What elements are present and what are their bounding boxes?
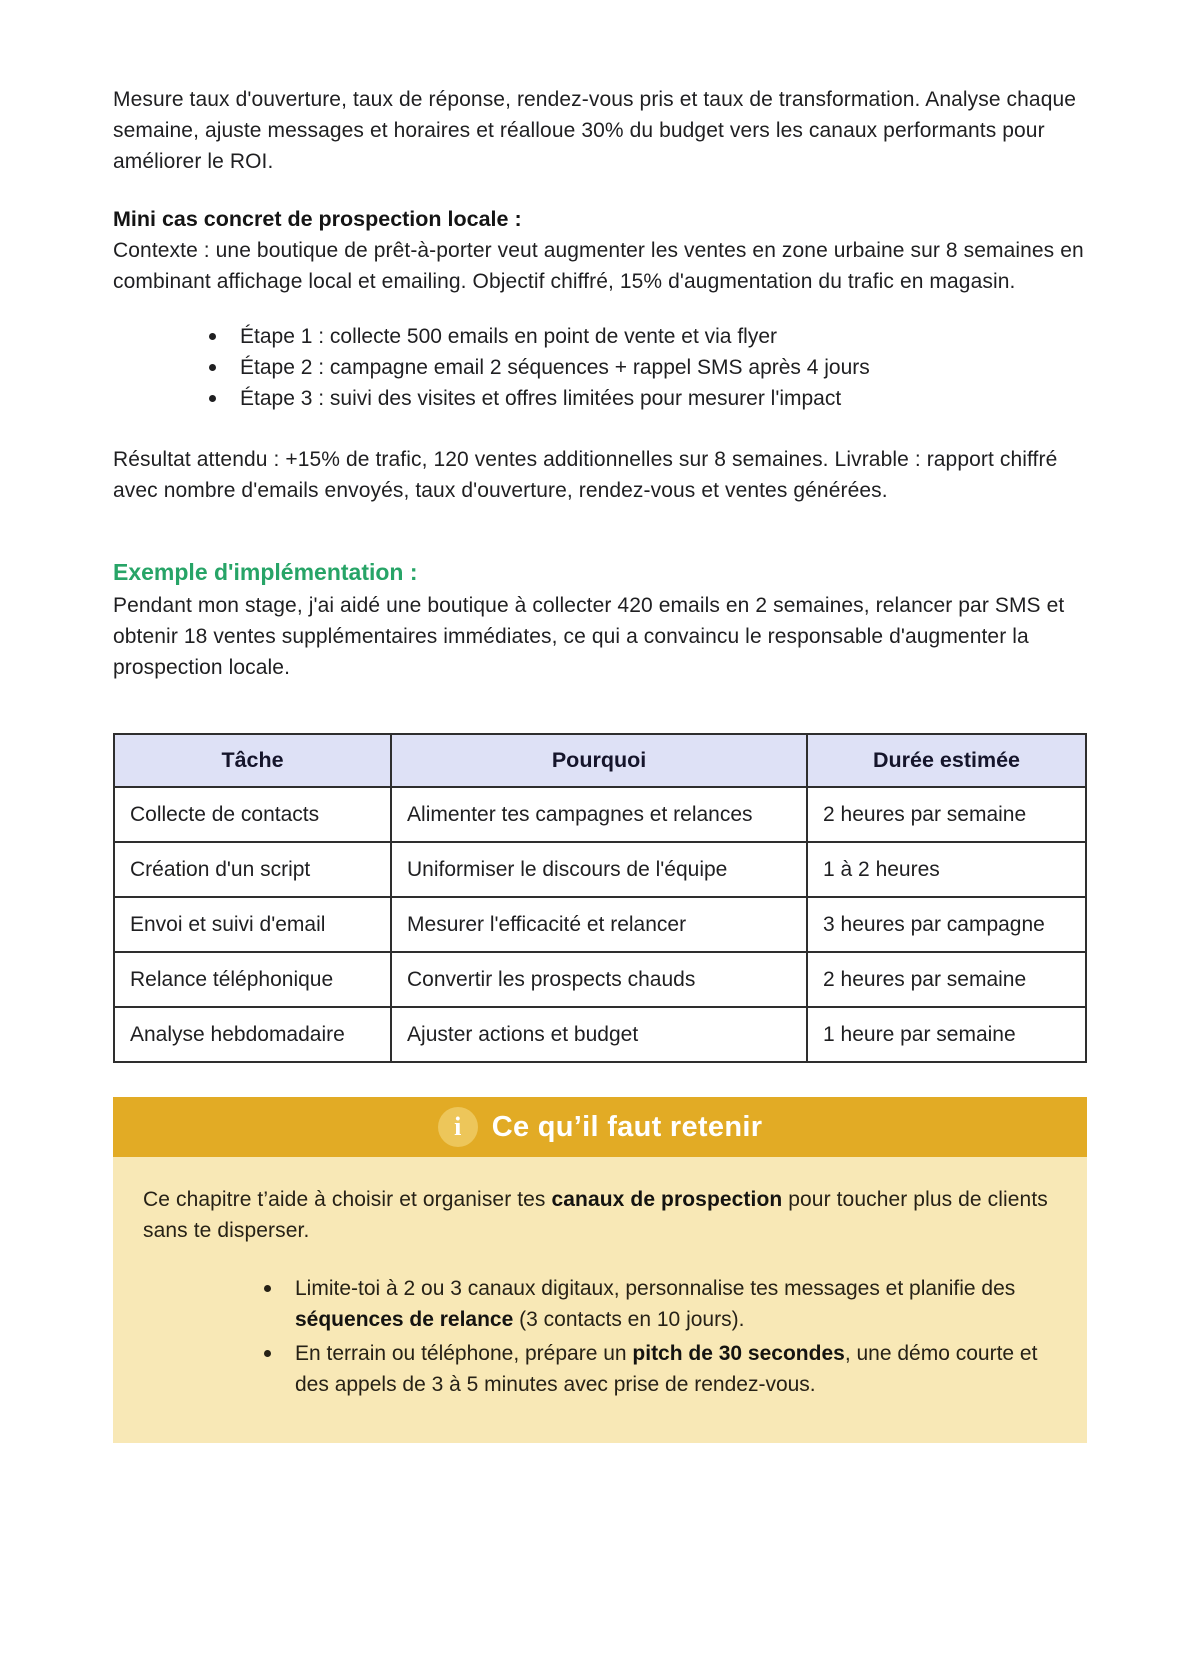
callout-body [113, 1157, 1087, 1443]
callout-title: Ce qu’il faut retenir [491, 1110, 763, 1143]
list-item: Étape 2 : campagne email 2 séquences + rappel SMS après 4 jours [240, 352, 1087, 383]
task-cell: Création d'un script [114, 842, 391, 897]
text-segment-bold: canaux de prospection [551, 1188, 783, 1211]
info-icon-glyph: i [454, 1112, 462, 1141]
text-segment: Ce chapitre t’aide à choisir et organiser tes [143, 1188, 552, 1211]
info-icon [438, 1107, 478, 1147]
text-segment: En terrain ou téléphone, prépare un [295, 1342, 633, 1365]
duration-cell: 1 heure par semaine [807, 1007, 1086, 1062]
list-item: Étape 3 : suivi des visites et offres limitées pour mesurer l'impact [240, 383, 1087, 414]
column-header-task: Tâche [114, 734, 391, 787]
table-row [114, 842, 1086, 897]
duration-cell: 3 heures par campagne [807, 897, 1086, 952]
why-cell: Mesurer l'efficacité et relancer [391, 897, 807, 952]
column-header-why: Pourquoi [391, 734, 807, 787]
text-segment-bold: séquences de relance [295, 1308, 514, 1331]
expected-result-paragraph: Résultat attendu : +15% de trafic, 120 ventes additionnelles sur 8 semaines. Livrable : rapport chiffré avec nombre d'emails envoyés, taux d'ouverture, rendez-vous et ventes générées. [113, 448, 1058, 502]
text-segment: , une démo courte et des appels de 3 à 5 minutes avec prise de rendez-vous. [295, 1342, 1038, 1396]
example-heading: Exemple d'implémentation : [113, 559, 418, 585]
duration-cell: 1 à 2 heures [807, 842, 1086, 897]
why-cell: Uniformiser le discours de l'équipe [391, 842, 807, 897]
table-row [114, 952, 1086, 1007]
table-row [114, 787, 1086, 842]
callout-intro-paragraph [143, 1184, 1053, 1246]
why-cell: Alimenter tes campagnes et relances [391, 787, 807, 842]
table-row [114, 1007, 1086, 1062]
text-segment: pour toucher plus de clients sans te disperser. [143, 1188, 1048, 1242]
task-cell: Relance téléphonique [114, 952, 391, 1007]
list-item: Étape 1 : collecte 500 emails en point de vente et via flyer [240, 321, 1087, 352]
duration-cell: 2 heures par semaine [807, 952, 1086, 1007]
task-cell: Collecte de contacts [114, 787, 391, 842]
intro-paragraph: Mesure taux d'ouverture, taux de réponse, rendez-vous pris et taux de transformation. Analyse chaque semaine, ajuste messages et horaires et réalloue 30% du budget vers les canaux performants pour améliorer le ROI. [113, 88, 1077, 173]
text-segment: (3 contacts en 10 jours). [513, 1308, 745, 1331]
table-header-row [114, 734, 1086, 787]
task-cell: Envoi et suivi d'email [114, 897, 391, 952]
why-cell: Ajuster actions et budget [391, 1007, 807, 1062]
table-row [114, 897, 1086, 952]
task-cell: Analyse hebdomadaire [114, 1007, 391, 1062]
text-segment: Limite-toi à 2 ou 3 canaux digitaux, personnalise tes messages et planifie des [295, 1277, 1016, 1300]
callout-header-bar [113, 1097, 1087, 1157]
why-cell: Convertir les prospects chauds [391, 952, 807, 1007]
list-item [295, 1273, 1053, 1335]
steps-list [113, 321, 1087, 414]
example-paragraph: Pendant mon stage, j'ai aidé une boutique à collecter 420 emails en 2 semaines, relancer par SMS et obtenir 18 ventes supplémentaires immédiates, ce qui a convaincu le responsable d'augmenter la prospection locale. [113, 594, 1065, 679]
duration-cell: 2 heures par semaine [807, 787, 1086, 842]
tasks-table [113, 733, 1087, 1063]
key-takeaways-callout [113, 1097, 1087, 1443]
mini-case-heading: Mini cas concret de prospection locale : [113, 207, 522, 231]
callout-bullets-list [143, 1273, 1053, 1400]
list-item [295, 1338, 1053, 1400]
mini-case-context: Contexte : une boutique de prêt-à-porter veut augmenter les ventes en zone urbaine sur 8 semaines en combinant affichage local et emailing. Objectif chiffré, 15% d'augmentation du trafic en magasin. [113, 239, 1084, 293]
column-header-duration: Durée estimée [807, 734, 1086, 787]
text-segment-bold: pitch de 30 secondes [632, 1342, 845, 1365]
